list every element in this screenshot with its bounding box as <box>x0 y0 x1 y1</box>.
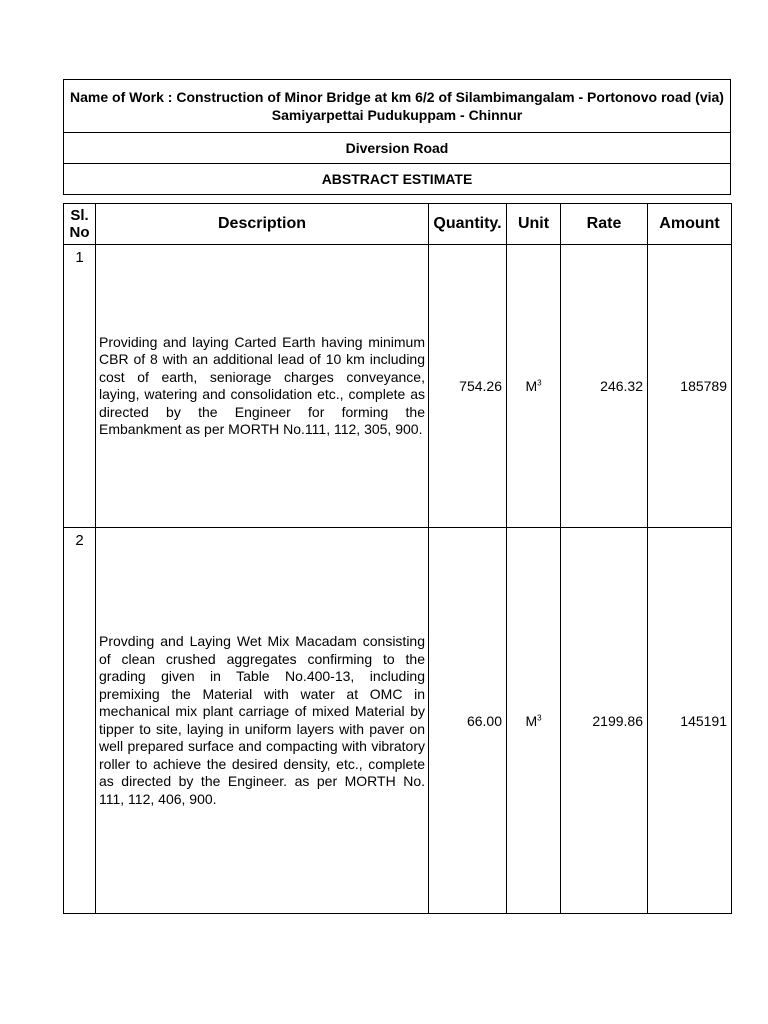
unit-power: 3 <box>537 712 542 722</box>
col-header-quantity: Quantity. <box>429 204 507 245</box>
work-row <box>64 80 731 133</box>
rate-cell: 2199.86 <box>561 528 648 914</box>
rate-cell: 246.32 <box>561 245 648 528</box>
unit-power: 3 <box>537 378 542 388</box>
quantity-cell: 754.26 <box>429 245 507 528</box>
subtitle-row <box>64 133 731 164</box>
estimate-title: ABSTRACT ESTIMATE <box>64 164 731 195</box>
col-header-rate: Rate <box>561 204 648 245</box>
unit-base: M <box>525 378 538 394</box>
sl-no-cell: 2 <box>64 528 96 914</box>
table-row <box>64 528 732 914</box>
table-header-row <box>64 204 732 245</box>
subtitle: Diversion Road <box>64 133 731 164</box>
header-table <box>63 79 731 195</box>
amount-cell: 185789 <box>648 245 732 528</box>
col-header-amount: Amount <box>648 204 732 245</box>
unit-cell <box>507 528 561 914</box>
table-row <box>64 245 732 528</box>
col-header-description: Description <box>96 204 429 245</box>
estimate-table <box>63 203 732 914</box>
description-cell: Provding and Laying Wet Mix Macadam consisting of clean crushed aggregates confirming to the grading given in Table No.400-13, including premixing the Material with water at OMC in mechanical mix plant carriage of mixed Material by tipper to site, laying in uniform layers with paver on well prepared surface and compacting with vibratory roller to achieve the desired density, etc., complete as directed by the Engineer. as per MORTH No. 111, 112, 406, 900. <box>96 528 429 914</box>
quantity-cell: 66.00 <box>429 528 507 914</box>
col-header-unit: Unit <box>507 204 561 245</box>
col-header-sl-no: Sl. No <box>64 204 96 245</box>
unit-base: M <box>525 712 538 729</box>
description-cell: Providing and laying Carted Earth having minimum CBR of 8 with an additional lead of 10 km including cost of earth, seniorage charges conveyance, laying, watering and consolidation etc., complete as directed by the Engineer for forming the Embankment as per MORTH No.111, 112, 305, 900. <box>96 245 429 528</box>
amount-cell: 145191 <box>648 528 732 914</box>
unit-cell <box>507 245 561 528</box>
estimate-title-row <box>64 164 731 195</box>
name-of-work: Name of Work : Construction of Minor Bridge at km 6/2 of Silambimangalam - Portonovo road (via) Samiyarpettai Pudukuppam - Chinnur <box>64 80 731 133</box>
sl-no-cell: 1 <box>64 245 96 528</box>
